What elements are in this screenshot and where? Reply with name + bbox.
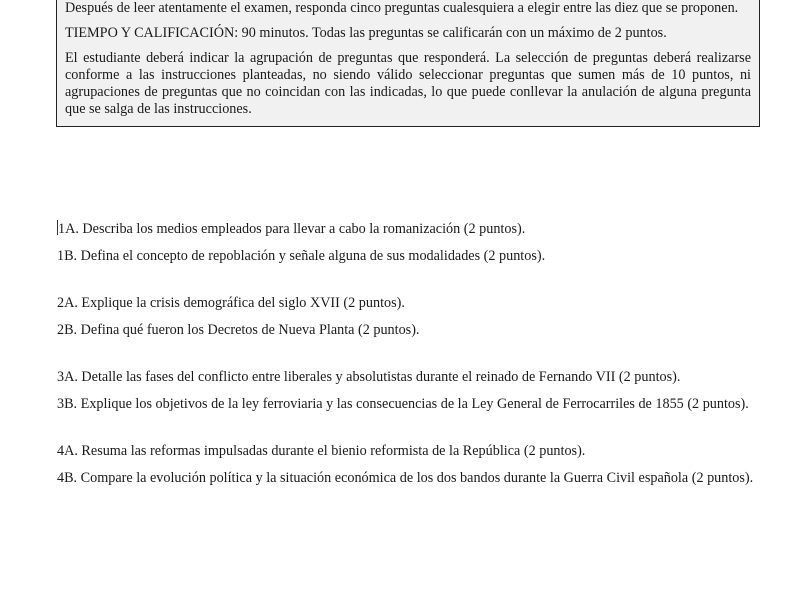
question-3a[interactable]: 3A. Detalle las fases del conflicto entre liberales y absolutistas durante el reinado de Fernando VII (2 puntos). — [57, 369, 681, 385]
question-3b[interactable]: 3B. Explique los objetivos de la ley ferroviaria y las consecuencias de la Ley General de Ferrocarriles de 1855 (2 puntos). — [57, 396, 749, 412]
question-2a[interactable]: 2A. Explique la crisis demográfica del siglo XVII (2 puntos). — [57, 295, 405, 311]
question-group-1 — [57, 220, 757, 265]
question-list — [57, 220, 757, 517]
question-4b[interactable]: 4B. Compare la evolución política y la situación económica de los dos bandos durante la Guerra Civil española (2 puntos). — [57, 470, 754, 486]
question-4a[interactable]: 4A. Resuma las reformas impulsadas durante el bienio reformista de la República (2 puntos). — [57, 443, 586, 459]
question-1a-text: 1A. Describa los medios empleados para llevar a cabo la romanización (2 puntos). — [58, 221, 526, 237]
instructions-selection-rules: El estudiante deberá indicar la agrupación de preguntas que responderá. La selección de preguntas deberá realizarse conforme a las instrucciones planteadas, no siendo válido seleccionar preguntas que sumen más de 10 puntos, ni agrupaciones de preguntas que no coincidan con las indicadas, lo que puede conllevar la anulación de alguna pregunta que se salga de las instrucciones. — [65, 50, 751, 117]
instructions-intro: Después de leer atentamente el examen, responda cinco preguntas cualesquiera a elegir entre las diez que se proponen. — [65, 0, 739, 16]
question-1a[interactable] — [57, 220, 757, 238]
instructions-time-grading: TIEMPO Y CALIFICACIÓN: 90 minutos. Todas las preguntas se calificarán con un máximo de 2 puntos. — [65, 25, 667, 41]
question-2b[interactable]: 2B. Defina qué fueron los Decretos de Nueva Planta (2 puntos). — [57, 322, 420, 338]
instructions-box — [56, 0, 760, 127]
question-group-4 — [57, 443, 757, 487]
question-group-2 — [57, 295, 757, 339]
question-group-3 — [57, 369, 757, 413]
question-1b[interactable]: 1B. Defina el concepto de repoblación y señale alguna de sus modalidades (2 puntos). — [57, 248, 546, 264]
